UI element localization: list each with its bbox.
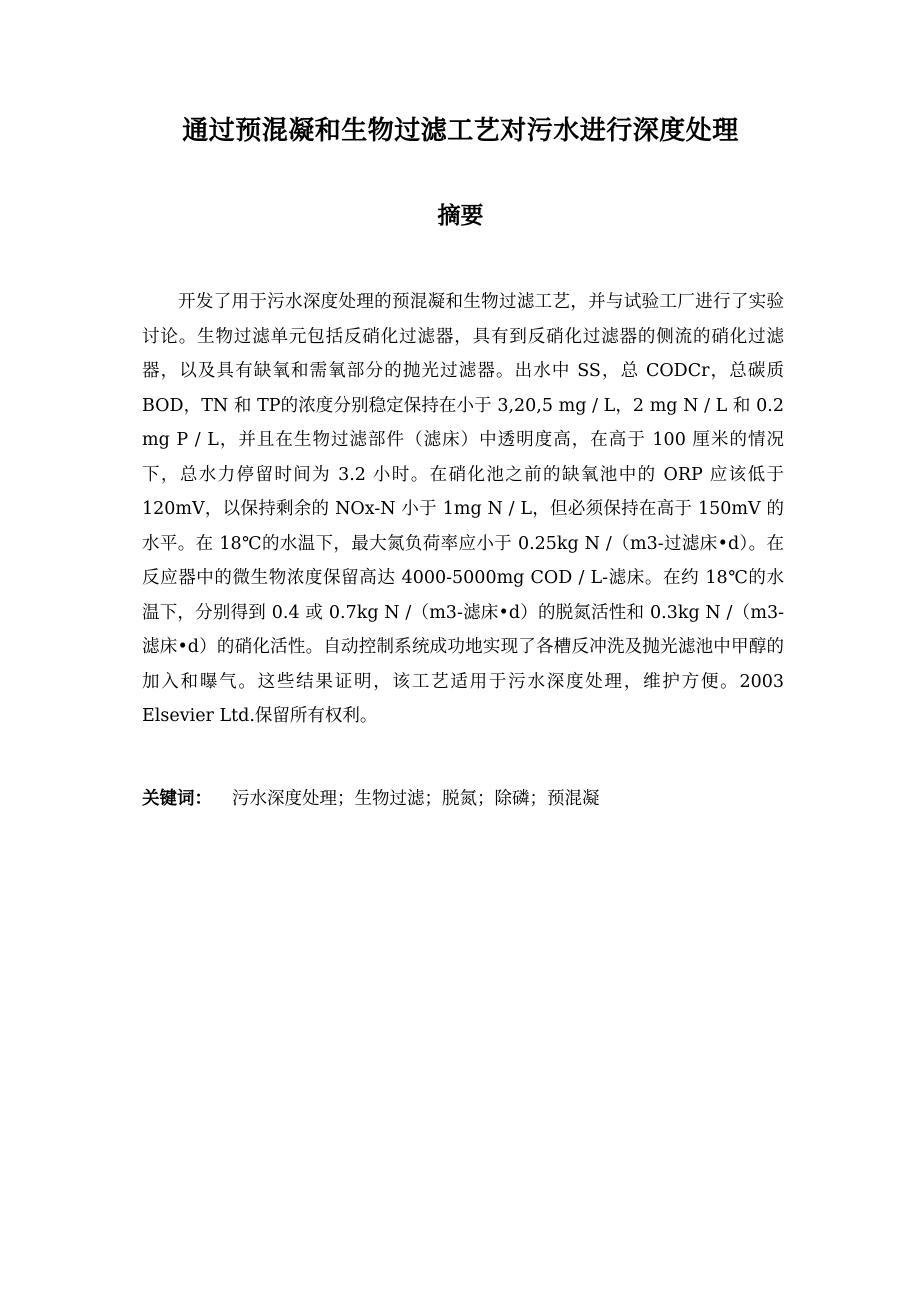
keywords-line <box>142 784 784 814</box>
keywords-text: 污水深度处理；生物过滤；脱氮；除磷；预混凝 <box>232 789 600 809</box>
abstract-body: 开发了用于污水深度处理的预混凝和生物过滤工艺，并与试验工厂进行了实验讨论。生物过滤单元包括反硝化过滤器，具有到反硝化过滤器的侧流的硝化过滤器，以及具有缺氧和需氧部分的抛光过滤器。出水中 SS，总 CODCr，总碳质 BOD，TN 和 TP的浓度分别稳定保持在小于 3,20,5 mg / L，2 mg N / L 和 0.2 mg P / L，并且在生物过滤部件（滤床）中透明度高，在高于 100 厘米的情况下，总水力停留时间为 3.2 小时。在硝化池之前的缺氧池中的 ORP 应该低于 120mV，以保持剩余的 NOx-N 小于 1mg N / L，但必须保持在高于 150mV 的水平。在 18℃的水温下，最大氮负荷率应小于 0.25kg N /（m3-过滤床•d）。在反应器中的微生物浓度保留高达 4000-5000mg COD / L-滤床。在约 18℃的水温下，分别得到 0.4 或 0.7kg N /（m3-滤床•d）的脱氮活性和 0.3kg N /（m3-滤床•d）的硝化活性。自动控制系统成功地实现了各槽反冲洗及抛光滤池中甲醇的加入和曝气。这些结果证明，该工艺适用于污水深度处理，维护方便。2003 Elsevier Ltd.保留所有权利。 <box>142 292 784 726</box>
keywords-label: 关键词： <box>142 789 212 809</box>
abstract-heading: 摘要 <box>437 203 484 229</box>
document-title: 通过预混凝和生物过滤工艺对污水进行深度处理 <box>182 116 739 146</box>
